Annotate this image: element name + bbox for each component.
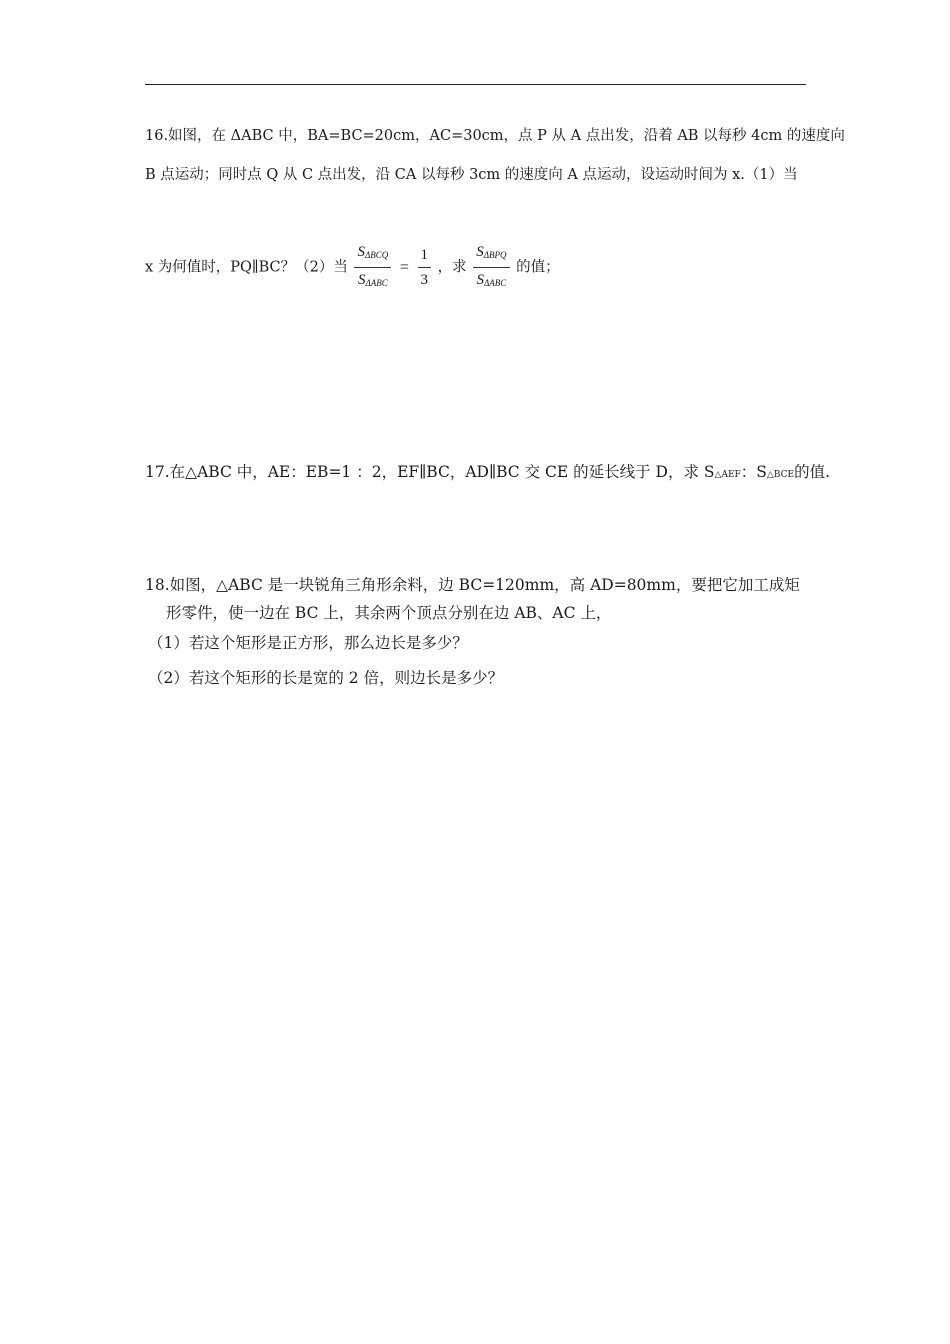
question-16-text-c: 的值； [516, 259, 560, 276]
header-rule [145, 84, 806, 85]
question-17-text-a: 17.在△ABC 中，AE：EB=1 ：2，EF∥BC，AD∥BC 交 CE 的延长线于 D，求 S [145, 463, 715, 481]
frac3-num-s: S [476, 244, 484, 260]
question-16-text-a: x 为何值时，PQ∥BC？（2）当 [145, 259, 348, 276]
question-16-line-3 [145, 242, 560, 293]
fraction-bar [473, 267, 509, 268]
question-16-line-2: B 点运动；同时点 Q 从 C 点出发，沿 CA 以每秒 3cm 的速度向 A 点运动，设运动时间为 x.（1）当 [145, 167, 798, 183]
question-18-line-1: 18.如图，△ABC 是一块锐角三角形余料，边 BC=120mm，高 AD=80mm，要把它加工成矩 [145, 576, 800, 594]
frac3-den-sub: ΔABC [484, 278, 507, 288]
fraction-bar [418, 267, 432, 268]
frac3-num-sub: ΔBPQ [483, 250, 507, 260]
question-16-text-b: ，求 [437, 259, 467, 276]
question-17-sub-aef: △AEF [714, 470, 741, 480]
frac1-den-s: S [357, 272, 366, 288]
question-17-sub-bce: △BCE [766, 470, 795, 480]
question-16-line-1: 16.如图，在 ΔABC 中，BA=BC=20cm，AC=30cm，点 P 从 A 点出发，沿着 AB 以每秒 4cm 的速度向 [145, 128, 845, 144]
frac1-num-sub: ΔBCQ [364, 250, 389, 260]
frac1-den-sub: ΔABC [365, 278, 388, 288]
question-17-text-c: 的值. [794, 463, 831, 481]
frac2-num: 1 [420, 247, 429, 263]
fraction-bar [354, 267, 391, 268]
fraction-bpq-over-abc [473, 242, 509, 293]
frac1-num-s: S [357, 244, 365, 260]
question-18-line-2: 形零件，使一边在 BC 上，其余两个顶点分别在边 AB、AC 上， [166, 604, 612, 622]
question-18-part-2: （2）若这个矩形的长是宽的 2 倍，则边长是多少？ [148, 669, 504, 687]
frac3-den-s: S [476, 272, 484, 288]
question-17-text-b: ：S [740, 463, 767, 481]
frac2-den: 3 [420, 272, 429, 288]
fraction-one-third [418, 245, 432, 290]
question-17 [145, 462, 830, 485]
fraction-bcq-over-abc [354, 242, 391, 293]
equals-sign: = [399, 258, 409, 276]
question-18-part-1: （1）若这个矩形是正方形，那么边长是多少？ [148, 634, 468, 652]
